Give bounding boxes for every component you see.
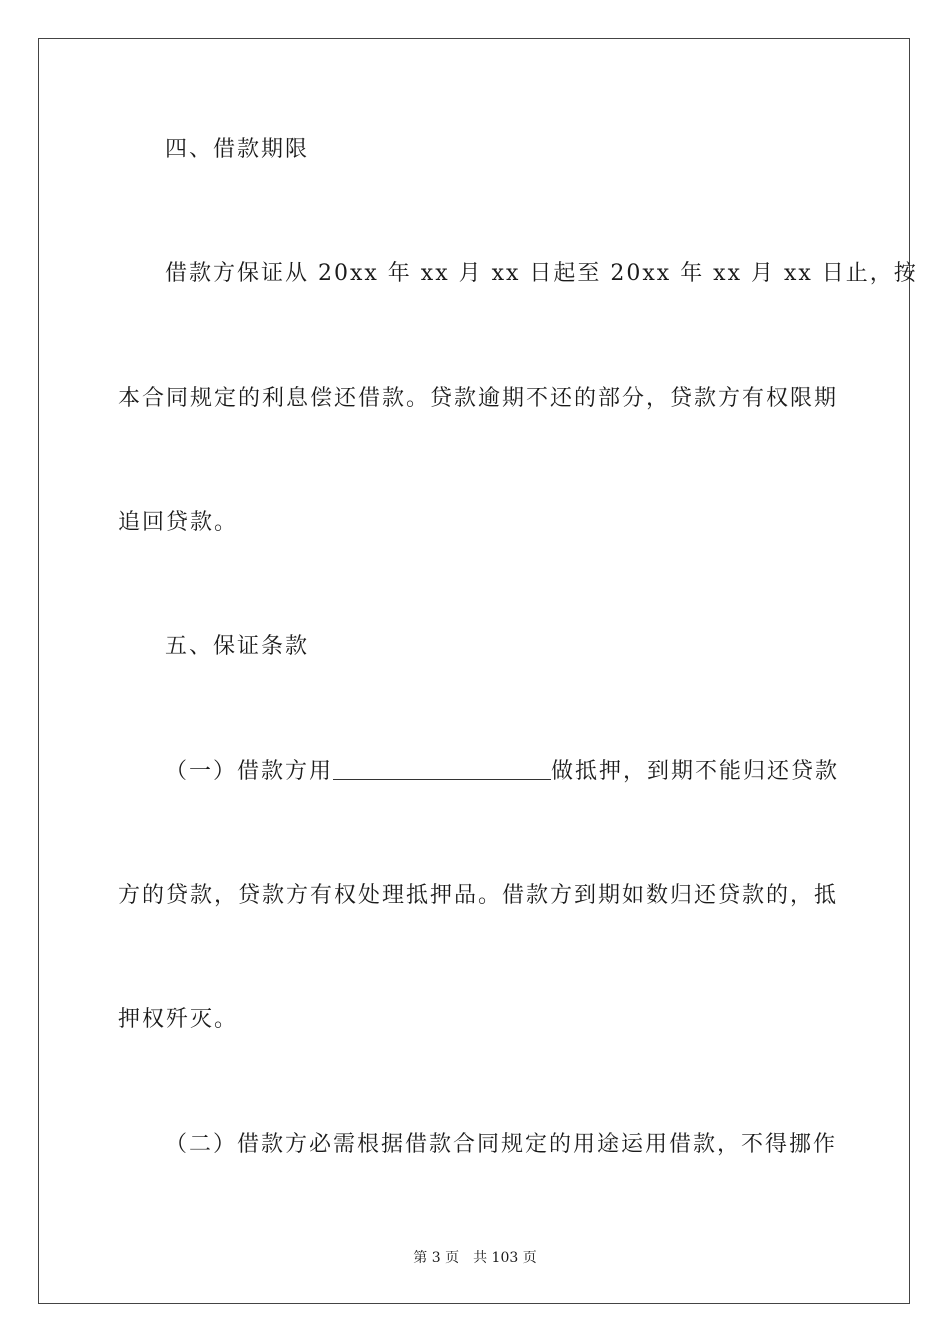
clause-1-line-2: 方的贷款，贷款方有权处理抵押品。借款方到期如数归还贷款的，抵 bbox=[118, 883, 839, 908]
page-border bbox=[38, 38, 918, 1304]
clause-1-text-before-blank: （一）借款方用 bbox=[165, 759, 334, 784]
clause-1-line-3: 押权歼灭。 bbox=[118, 1007, 239, 1032]
section-4-heading: 四、借款期限 bbox=[165, 137, 310, 162]
clause-1-line-1 bbox=[165, 757, 840, 787]
page-total: 共 103 页 bbox=[473, 1250, 537, 1266]
collateral-blank-line bbox=[333, 757, 551, 780]
page-footer bbox=[0, 1247, 950, 1267]
clause-1-text-after-blank: 做抵押，到期不能归还贷款 bbox=[551, 759, 840, 784]
section-4-paragraph-line-3: 追回贷款。 bbox=[118, 510, 239, 535]
section-4-paragraph-line-1: 借款方保证从 20xx 年 xx 月 xx 日起至 20xx 年 xx 月 xx 日止，按 bbox=[165, 261, 918, 286]
clause-2-line-1: （二）借款方必需根据借款合同规定的用途运用借款，不得挪作 bbox=[165, 1132, 838, 1157]
section-5-heading: 五、保证条款 bbox=[165, 634, 310, 659]
section-4-paragraph-line-2: 本合同规定的利息偿还借款。贷款逾期不还的部分，贷款方有权限期 bbox=[118, 386, 839, 411]
page-number: 第 3 页 bbox=[413, 1250, 460, 1266]
